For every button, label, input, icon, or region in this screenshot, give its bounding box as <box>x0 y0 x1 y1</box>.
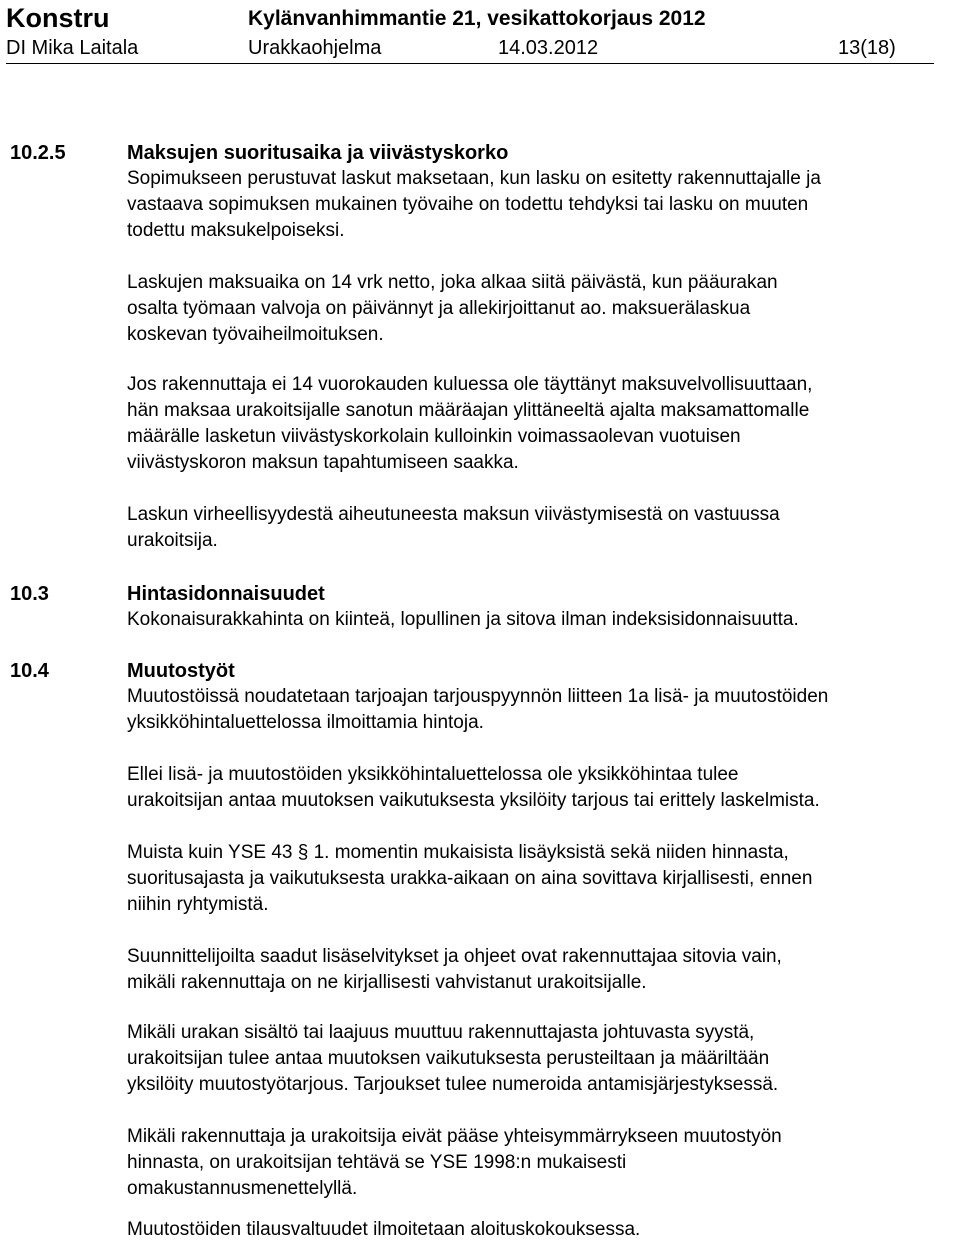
header-divider <box>6 63 934 64</box>
paragraph <box>127 1020 937 1098</box>
text-line: Mikäli urakan sisältö tai laajuus muuttuu rakennuttajasta johtuvasta syystä, <box>127 1022 755 1043</box>
text-line: Muutostöissä noudatetaan tarjoajan tarjouspyynnön liitteen 1a lisä- ja muutostöiden <box>127 686 829 707</box>
company-name: Konstru <box>6 3 110 33</box>
paragraph <box>127 840 937 918</box>
text-line: Jos rakennuttaja ei 14 vuorokauden kuluessa ole täyttänyt maksuvelvollisuuttaan, <box>127 374 813 395</box>
author: DI Mika Laitala <box>6 37 139 59</box>
paragraph <box>127 1124 937 1202</box>
text-line: Muutostöiden tilausvaltuudet ilmoitetaan aloituskokouksessa. <box>127 1219 641 1240</box>
paragraph <box>127 270 937 348</box>
text-line: urakoitsija. <box>127 530 218 551</box>
paragraph <box>127 684 937 736</box>
text-line: määrälle lasketun viivästyskorkolain kulloinkin voimassaolevan vuotuisen <box>127 426 741 447</box>
text-line: koskevan työvaiheilmoituksen. <box>127 324 384 345</box>
paragraph <box>127 944 937 996</box>
section-number: 10.3 <box>10 583 49 605</box>
paragraph <box>127 372 937 476</box>
text-line: suoritusajasta ja vaikutuksesta urakka-aikaan on aina sovittava kirjallisesti, ennen <box>127 868 813 889</box>
text-line: yksikköhintaluettelossa ilmoittamia hintoja. <box>127 712 484 733</box>
text-line: Laskujen maksuaika on 14 vrk netto, joka alkaa siitä päivästä, kun pääurakan <box>127 272 778 293</box>
paragraph <box>127 166 937 244</box>
text-line: Muista kuin YSE 43 § 1. momentin mukaisista lisäyksistä sekä niiden hinnasta, <box>127 842 789 863</box>
text-line: niihin ryhtymistä. <box>127 894 269 915</box>
text-line: vastaava sopimuksen mukainen työvaihe on todettu tehdyksi tai lasku on muuten <box>127 194 809 215</box>
text-line: Mikäli rakennuttaja ja urakoitsija eivät pääse yhteisymmärrykseen muutostyön <box>127 1126 782 1147</box>
section-number: 10.2.5 <box>10 142 66 164</box>
text-line: Suunnittelijoilta saadut lisäselvitykset ja ohjeet ovat rakennuttajaa sitovia vain, <box>127 946 782 967</box>
text-line: todettu maksukelpoiseksi. <box>127 220 345 241</box>
paragraph <box>127 1217 937 1243</box>
section-heading: Hintasidonnaisuudet <box>127 583 325 605</box>
text-line: osalta työmaan valvoja on päivännyt ja allekirjoittanut ao. maksuerälaskua <box>127 298 751 319</box>
project-title: Kylänvanhimmantie 21, vesikattokorjaus 2012 <box>248 7 706 30</box>
text-line: yksilöity muutostyötarjous. Tarjoukset tulee numeroida antamisjärjestyksessä. <box>127 1074 779 1095</box>
paragraph <box>127 502 937 554</box>
text-line: urakoitsijan antaa muutoksen vaikutuksesta yksilöity tarjous tai erittely laskelmista. <box>127 790 820 811</box>
section-heading: Muutostyöt <box>127 660 235 682</box>
text-line: viivästyskoron maksun tapahtumiseen saakka. <box>127 452 519 473</box>
paragraph <box>127 607 937 633</box>
paragraph <box>127 762 937 814</box>
document-name: Urakkaohjelma <box>248 37 382 59</box>
page-number: 13(18) <box>838 37 896 59</box>
text-line: Ellei lisä- ja muutostöiden yksikköhintaluettelossa ole yksikköhintaa tulee <box>127 764 739 785</box>
text-line: Sopimukseen perustuvat laskut maksetaan, kun lasku on esitetty rakennuttajalle ja <box>127 168 821 189</box>
section-heading: Maksujen suoritusaika ja viivästyskorko <box>127 142 509 164</box>
text-line: Laskun virheellisyydestä aiheutuneesta maksun viivästymisestä on vastuussa <box>127 504 780 525</box>
section-number: 10.4 <box>10 660 49 682</box>
text-line: hän maksaa urakoitsijalle sanotun määräajan ylittäneeltä ajalta maksamattomalle <box>127 400 810 421</box>
text-line: hinnasta, on urakoitsijan tehtävä se YSE 1998:n mukaisesti <box>127 1152 627 1173</box>
text-line: urakoitsijan tulee antaa muutoksen vaikutuksesta perusteiltaan ja määriltään <box>127 1048 770 1069</box>
text-line: omakustannusmenettelyllä. <box>127 1178 358 1199</box>
document-date: 14.03.2012 <box>498 37 599 59</box>
text-line: Kokonaisurakkahinta on kiinteä, lopullinen ja sitova ilman indeksisidonnaisuutta. <box>127 609 799 630</box>
text-line: mikäli rakennuttaja on ne kirjallisesti vahvistanut urakoitsijalle. <box>127 972 647 993</box>
